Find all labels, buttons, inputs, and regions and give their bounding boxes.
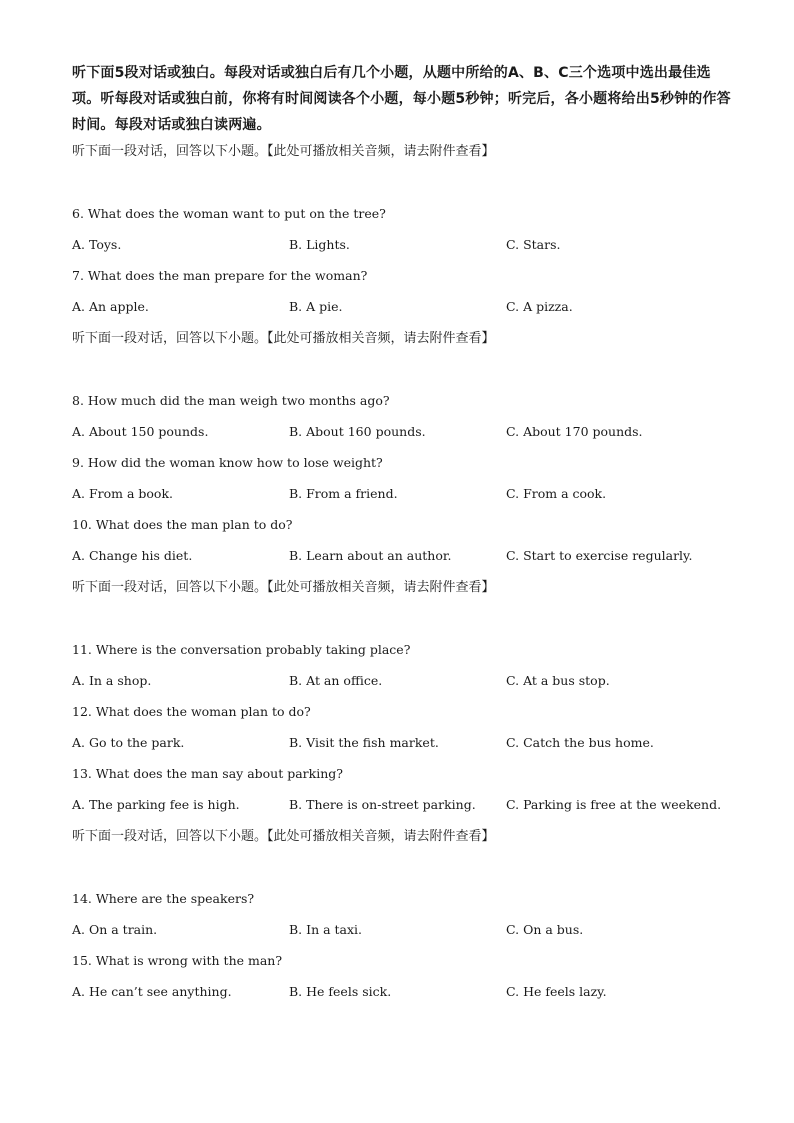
answer-option-a: A. From a book. bbox=[72, 486, 174, 501]
answer-option-b: B. At an office. bbox=[289, 673, 383, 688]
answer-option-b: B. A pie. bbox=[289, 299, 343, 314]
answer-options bbox=[72, 236, 732, 254]
answer-option-c: C. About 170 pounds. bbox=[506, 424, 643, 439]
answer-options bbox=[72, 983, 732, 1001]
question-text: 15. What is wrong with the man? bbox=[72, 953, 283, 968]
answer-option-a: A. In a shop. bbox=[72, 673, 152, 688]
question-text: 7. What does the man prepare for the woman? bbox=[72, 268, 368, 283]
answer-option-a: A. Change his diet. bbox=[72, 548, 193, 563]
answer-option-c: C. A pizza. bbox=[506, 299, 573, 314]
question-text: 8. How much did the man weigh two months ago? bbox=[72, 393, 390, 408]
answer-options bbox=[72, 672, 732, 690]
question-text: 11. Where is the conversation probably taking place? bbox=[72, 642, 411, 657]
document-page bbox=[72, 60, 732, 1014]
audio-instruction: 听下面一段对话，回答以下小题。【此处可播放相关音频，请去附件查看】 bbox=[72, 331, 495, 346]
listening-section bbox=[72, 578, 732, 814]
answer-option-c: C. Parking is free at the weekend. bbox=[506, 797, 722, 812]
answer-option-a: A. The parking fee is high. bbox=[72, 797, 240, 812]
answer-option-c: C. Stars. bbox=[506, 237, 561, 252]
answer-options bbox=[72, 547, 732, 565]
question-sections bbox=[72, 142, 732, 1001]
answer-options bbox=[72, 734, 732, 752]
answer-option-c: C. He feels lazy. bbox=[506, 984, 607, 999]
answer-option-b: B. About 160 pounds. bbox=[289, 424, 426, 439]
question-text: 10. What does the man plan to do? bbox=[72, 517, 293, 532]
audio-instruction: 听下面一段对话，回答以下小题。【此处可播放相关音频，请去附件查看】 bbox=[72, 580, 495, 595]
question-text: 14. Where are the speakers? bbox=[72, 891, 255, 906]
answer-option-b: B. Lights. bbox=[289, 237, 350, 252]
listening-section bbox=[72, 329, 732, 565]
answer-option-c: C. From a cook. bbox=[506, 486, 607, 501]
answer-options bbox=[72, 423, 732, 441]
answer-options bbox=[72, 796, 732, 814]
answer-options bbox=[72, 298, 732, 316]
instructions-paragraph: 听下面5段对话或独白。每段对话或独白后有几个小题，从题中所给的A、B、C三个选项中选出最佳选项。听每段对话或独白前，你将有时间阅读各个小题，每小题5秒钟；听完后，各小题将给出5秒钟的作答时间。每段对话或独白读两遍。 bbox=[72, 65, 731, 133]
listening-section bbox=[72, 827, 732, 1001]
question-text: 6. What does the woman want to put on the tree? bbox=[72, 206, 386, 221]
answer-option-a: A. Toys. bbox=[72, 237, 122, 252]
answer-option-c: C. Catch the bus home. bbox=[506, 735, 654, 750]
question-text: 9. How did the woman know how to lose weight? bbox=[72, 455, 383, 470]
question-text: 13. What does the man say about parking? bbox=[72, 766, 343, 781]
audio-instruction: 听下面一段对话，回答以下小题。【此处可播放相关音频，请去附件查看】 bbox=[72, 829, 495, 844]
listening-section bbox=[72, 142, 732, 316]
question-text: 12. What does the woman plan to do? bbox=[72, 704, 311, 719]
answer-option-b: B. There is on-street parking. bbox=[289, 797, 476, 812]
answer-option-c: C. Start to exercise regularly. bbox=[506, 548, 693, 563]
answer-option-b: B. Visit the fish market. bbox=[289, 735, 439, 750]
answer-option-b: B. He feels sick. bbox=[289, 984, 392, 999]
answer-option-c: C. At a bus stop. bbox=[506, 673, 610, 688]
answer-option-a: A. On a train. bbox=[72, 922, 158, 937]
answer-option-a: A. He can’t see anything. bbox=[72, 984, 232, 999]
answer-options bbox=[72, 921, 732, 939]
answer-options bbox=[72, 485, 732, 503]
answer-option-c: C. On a bus. bbox=[506, 922, 584, 937]
answer-option-a: A. About 150 pounds. bbox=[72, 424, 209, 439]
answer-option-b: B. From a friend. bbox=[289, 486, 398, 501]
audio-instruction: 听下面一段对话，回答以下小题。【此处可播放相关音频，请去附件查看】 bbox=[72, 144, 495, 159]
answer-option-b: B. Learn about an author. bbox=[289, 548, 452, 563]
answer-option-a: A. Go to the park. bbox=[72, 735, 185, 750]
answer-option-b: B. In a taxi. bbox=[289, 922, 363, 937]
answer-option-a: A. An apple. bbox=[72, 299, 149, 314]
